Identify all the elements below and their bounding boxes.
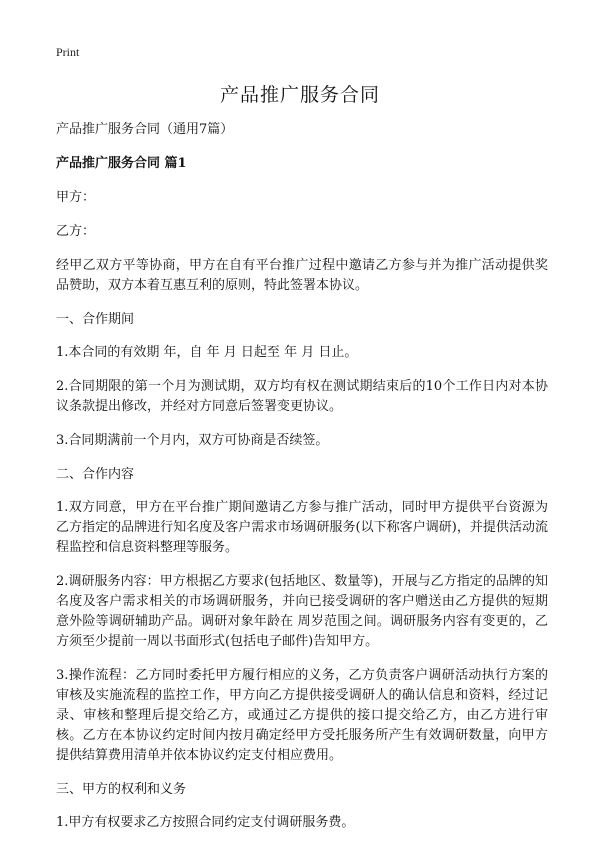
clause-paragraph: 2.合同期限的第一个月为测试期，双方均有权在测试期结束后的10个工作日内对本协议条款提出修改，并经对方同意后签署变更协议。 <box>56 379 548 414</box>
party-a-line: 甲方： <box>56 190 96 205</box>
party-b-line: 乙方： <box>56 224 96 239</box>
print-link[interactable]: Print <box>56 45 80 59</box>
clause-paragraph: 3.合同期满前一个月内，双方可协商是否续签。 <box>56 433 329 448</box>
clause-paragraph: 3.操作流程：乙方同时委托甲方履行相应的义务，乙方负责客户调研活动执行方案的审核及实施流程的监控工作，甲方向乙方提供接受调研人的确认信息和资料，经过记录、审核和整理后提交给乙方，或通过乙方提供的接口提交给乙方，由乙方进行审核。乙方在本协议约定时间内按月确定经甲方受托服务所产生有效调研数量，向甲方提供结算费用清单并依本协议约定支付相应费用。 <box>56 668 548 763</box>
document-subtitle: 产品推广服务合同（通用7篇） <box>56 122 234 137</box>
section-heading-content: 二、合作内容 <box>56 467 135 482</box>
section-heading-rights: 三、甲方的权利和义务 <box>56 782 187 797</box>
clause-paragraph: 1.甲方有权要求乙方按照合同约定支付调研服务费。 <box>56 815 355 830</box>
section-heading-period: 一、合作期间 <box>56 312 135 327</box>
clause-paragraph: 1.本合同的有效期 年，自 年 月 日起至 年 月 日止。 <box>56 345 358 360</box>
article-heading: 产品推广服务合同 篇1 <box>56 156 187 171</box>
clause-paragraph: 1.双方同意，甲方在平台推广期间邀请乙方参与推广活动，同时甲方提供平台资源为乙方指定的品牌进行知名度及客户需求市场调研服务(以下称客户调研)，并提供活动流程监控和信息资料整理等服务。 <box>56 500 548 555</box>
document-body <box>56 120 548 847</box>
document-title: 产品推广服务合同 <box>219 84 380 106</box>
intro-paragraph: 经甲乙双方平等协商，甲方在自有平台推广过程中邀请乙方参与并为推广活动提供奖品赞助，双方本着互惠互利的原则，特此签署本协议。 <box>56 258 548 293</box>
clause-paragraph: 2.调研服务内容：甲方根据乙方要求(包括地区、数量等)，开展与乙方指定的品牌的知名度及客户需求相关的市场调研服务，并向已接受调研的客户赠送由乙方提供的短期意外险等调研辅助产品。调研对象年龄在 周岁范围之间。调研服务内容有变更的，乙方须至少提前一周以书面形式(包括电子邮件)告知甲方。 <box>56 574 548 649</box>
